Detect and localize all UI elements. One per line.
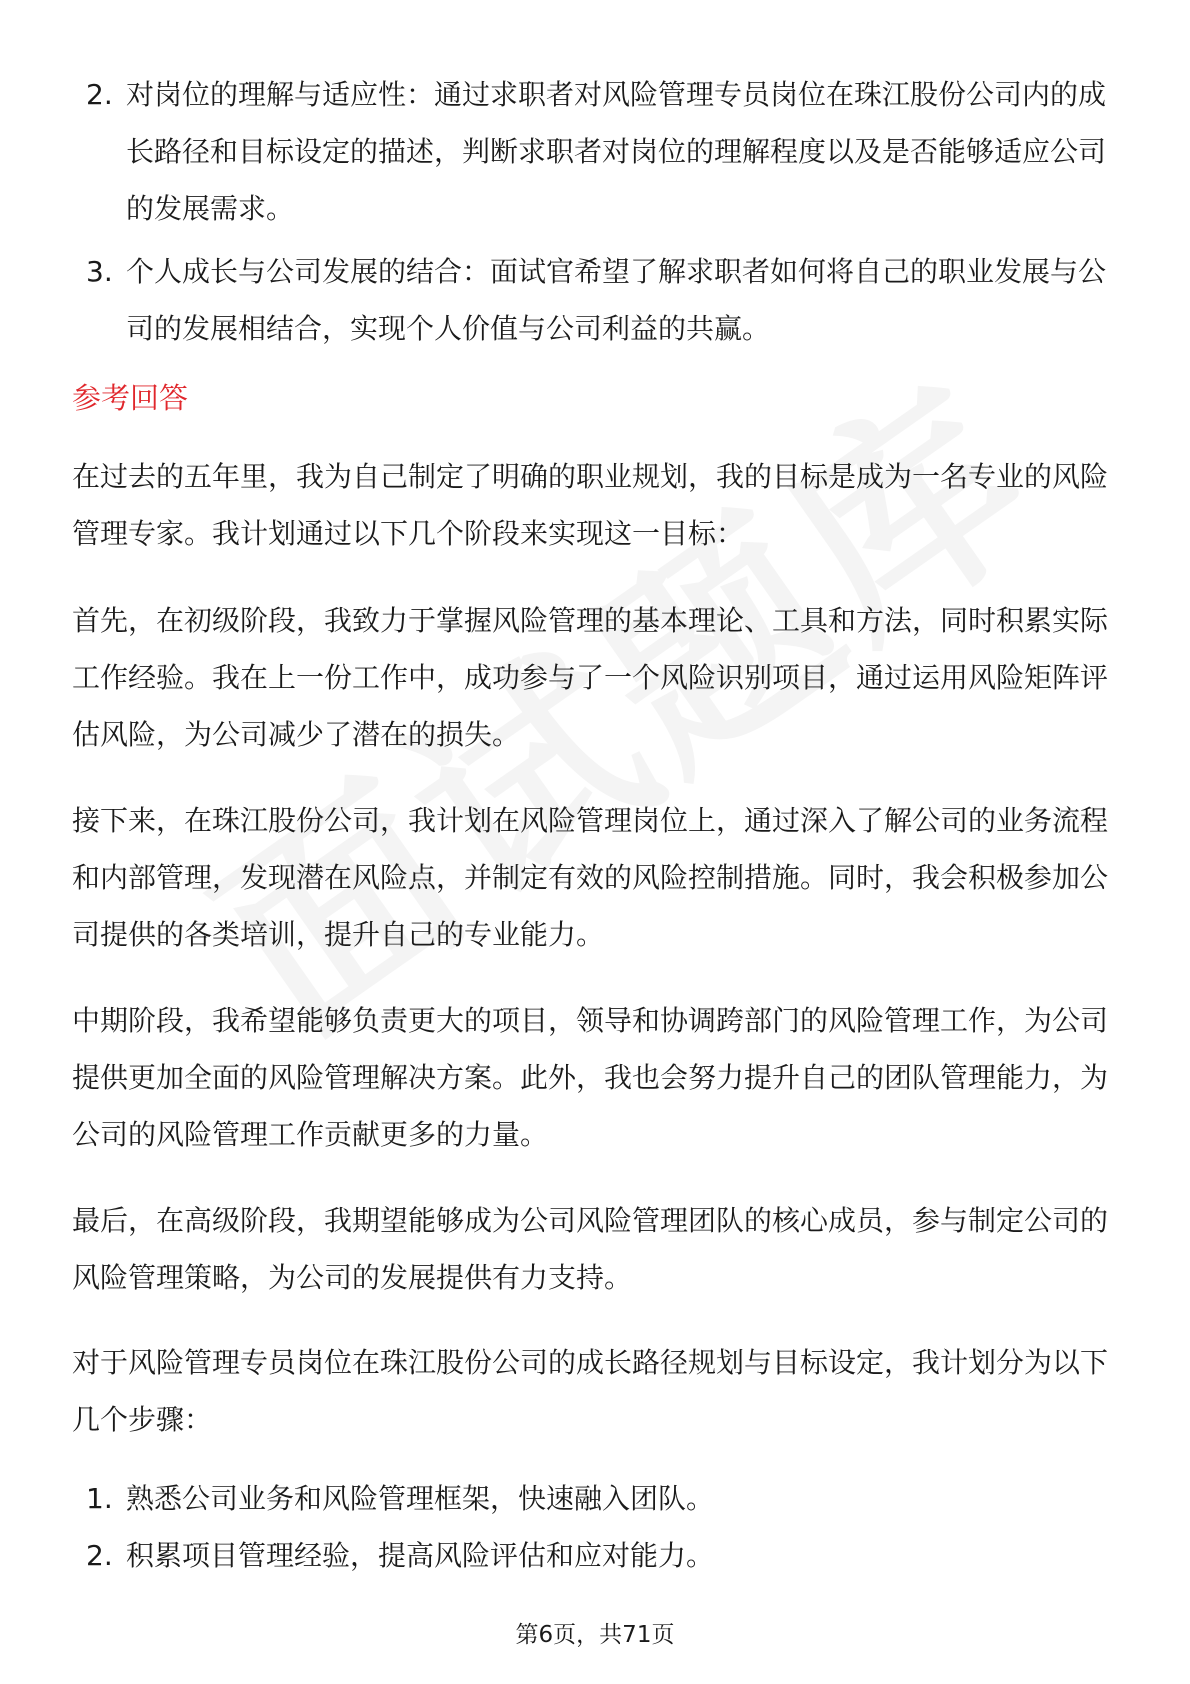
bottom-numbered-list bbox=[70, 1470, 1120, 1584]
answer-paragraph: 在过去的五年里，我为自己制定了明确的职业规划，我的目标是成为一名专业的风险管理专家。我计划通过以下几个阶段来实现这一目标： bbox=[72, 460, 1109, 550]
top-numbered-list bbox=[70, 66, 1120, 357]
list-item bbox=[70, 66, 1120, 237]
list-item-text: 对岗位的理解与适应性：通过求职者对风险管理专员岗位在珠江股份公司内的成长路径和目标设定的描述，判断求职者对岗位的理解程度以及是否能够适应公司的发展需求。 bbox=[126, 78, 1107, 225]
answer-paragraph: 中期阶段，我希望能够负责更大的项目，领导和协调跨部门的风险管理工作，为公司提供更加全面的风险管理解决方案。此外，我也会努力提升自己的团队管理能力，为公司的风险管理工作贡献更多的力量。 bbox=[72, 1004, 1109, 1151]
section-title: 参考回答 bbox=[72, 381, 189, 415]
list-item-number: 3. bbox=[86, 255, 113, 288]
answer-paragraph: 首先，在初级阶段，我致力于掌握风险管理的基本理论、工具和方法，同时积累实际工作经验。我在上一份工作中，成功参与了一个风险识别项目，通过运用风险矩阵评估风险，为公司减少了潜在的损失。 bbox=[72, 604, 1109, 751]
answer-paragraph: 接下来，在珠江股份公司，我计划在风险管理岗位上，通过深入了解公司的业务流程和内部管理，发现潜在风险点，并制定有效的风险控制措施。同时，我会积极参加公司提供的各类培训，提升自己的专业能力。 bbox=[72, 804, 1109, 951]
list-item-number: 1. bbox=[86, 1482, 113, 1515]
answer-paragraph: 对于风险管理专员岗位在珠江股份公司的成长路径规划与目标设定，我计划分为以下几个步骤： bbox=[72, 1346, 1109, 1436]
list-item bbox=[70, 243, 1120, 357]
list-item bbox=[70, 1470, 1120, 1527]
list-item bbox=[70, 1527, 1120, 1584]
list-item-text: 积累项目管理经验，提高风险评估和应对能力。 bbox=[126, 1539, 715, 1572]
page-number-footer: 第6页，共71页 bbox=[515, 1622, 675, 1648]
list-item-number: 2. bbox=[86, 78, 113, 111]
list-item-text: 个人成长与公司发展的结合：面试官希望了解求职者如何将自己的职业发展与公司的发展相结合，实现个人价值与公司利益的共赢。 bbox=[126, 255, 1107, 345]
answer-paragraph: 最后，在高级阶段，我期望能够成为公司风险管理团队的核心成员，参与制定公司的风险管理策略，为公司的发展提供有力支持。 bbox=[72, 1204, 1109, 1294]
list-item-number: 2. bbox=[86, 1539, 113, 1572]
list-item-text: 熟悉公司业务和风险管理框架，快速融入团队。 bbox=[126, 1482, 715, 1515]
